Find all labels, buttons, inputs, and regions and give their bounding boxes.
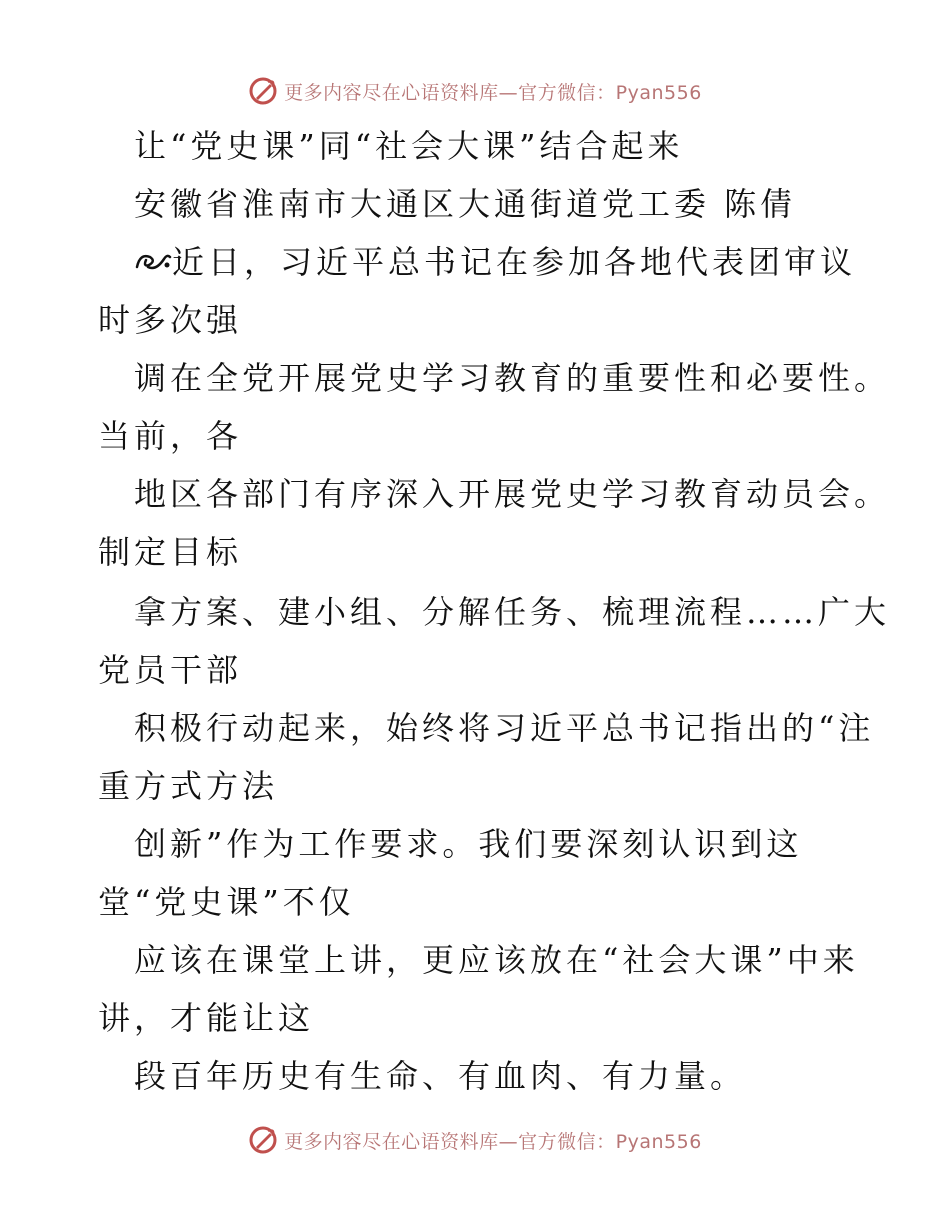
paragraph-line: 应该在课堂上讲，更应该放在“社会大课”中来 (134, 941, 859, 979)
paragraph-line: 创新”作为工作要求。我们要深刻认识到这 (134, 825, 803, 863)
paragraph-line: 拿方案、建小组、分解任务、梳理流程……广大 (134, 593, 891, 631)
quill-pen-logo-icon (248, 1125, 278, 1155)
paragraph-line: 讲，才能让这 (98, 999, 315, 1037)
paragraph-line (134, 242, 856, 282)
paragraph-line: 积极行动起来，始终将习近平总书记指出的“注 (134, 709, 875, 747)
document-author: 安徽省淮南市大通区大通街道党工委 陈倩 (134, 185, 797, 223)
paragraph-line: 制定目标 (98, 533, 243, 571)
paragraph-line: 调在全党开展党史学习教育的重要性和必要性。 (134, 359, 891, 397)
document-title: 让“党史课”同“社会大课”结合起来 (134, 127, 684, 165)
flourish-ornament-icon (134, 245, 172, 277)
paragraph-line-text: 近日，习近平总书记在参加各地代表团审议 (172, 243, 857, 281)
paragraph-line: 党员干部 (98, 651, 243, 689)
paragraph-line: 当前，各 (98, 417, 243, 455)
paragraph-line: 重方式方法 (98, 767, 279, 805)
paragraph-line: 堂“党史课”不仅 (98, 883, 355, 921)
paragraph-line: 时多次强 (98, 301, 243, 339)
banner-text: 更多内容尽在心语资料库—官方微信：Pyan556 (284, 1130, 702, 1153)
paragraph-line: 段百年历史有生命、有血肉、有力量。 (134, 1057, 747, 1095)
banner-text: 更多内容尽在心语资料库—官方微信：Pyan556 (284, 81, 702, 104)
footer-banner (0, 1120, 950, 1160)
paragraph-line: 地区各部门有序深入开展党史学习教育动员会。 (134, 475, 891, 513)
